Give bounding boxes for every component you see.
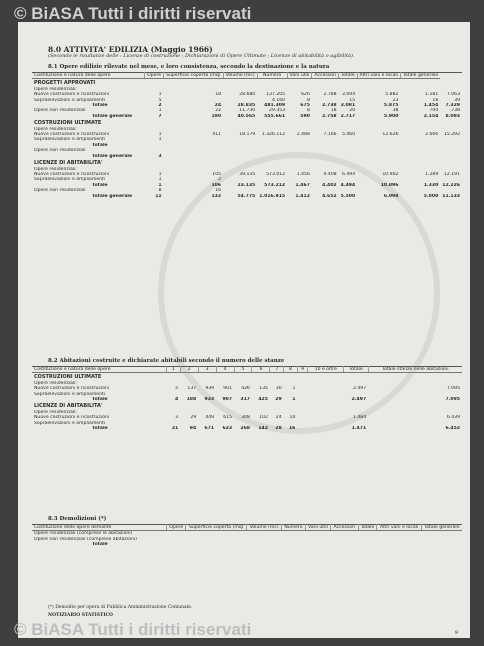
table-cell: 2.497: [351, 397, 367, 403]
table-cell: 623: [222, 426, 233, 432]
table-cell: 38: [392, 108, 399, 114]
table-cell: 10.896: [380, 182, 399, 188]
table-cell: 39: [454, 97, 460, 103]
table-cell: 30: [275, 386, 282, 392]
page-number: 9: [454, 630, 458, 636]
column-header: Totale: [344, 367, 369, 373]
table-cell: [305, 542, 330, 547]
table-cell: 1.456: [296, 171, 310, 177]
table-cell: 481.309: [264, 103, 286, 109]
row-label: Opere residenziali:: [34, 126, 77, 132]
column-header: Totale generale: [421, 525, 462, 531]
table-cell: 449: [205, 415, 215, 421]
table-cell: 1.326.112: [261, 132, 286, 138]
table-cell: 10: [289, 415, 296, 421]
row-label: Totale generale: [92, 153, 133, 159]
table-cell: 18: [330, 108, 337, 114]
table-cell: 1.484: [352, 415, 367, 421]
table-cell: 29: [190, 415, 197, 421]
group-name: COSTRUZIONI ULTIMATE: [34, 120, 102, 127]
table-cell: 573.012: [266, 171, 286, 177]
table-cell: 7.063: [446, 92, 460, 98]
table-cell: 15.292: [443, 132, 460, 138]
table-cell: 7.095: [445, 397, 460, 403]
table-cell: 29.353: [269, 108, 286, 114]
table-cell: 425: [258, 397, 268, 403]
column-header: 5: [234, 367, 252, 373]
table-opere-edilizie: [32, 72, 462, 199]
table-cell: 8: [158, 188, 162, 194]
table-cell: [358, 542, 377, 547]
table-cell: 28.680: [239, 92, 256, 98]
column-header: 2: [180, 367, 198, 373]
column-header: Totale stanze nelle abitazioni: [368, 367, 462, 373]
row-label: Opere residenziali:: [34, 380, 77, 386]
row-label: Sopraelevazioni e ampliamenti: [34, 137, 106, 143]
table-cell: 11.730: [239, 108, 256, 114]
column-header: Costituzione delle opere demolite: [32, 525, 167, 531]
row-label: Totale: [92, 182, 108, 188]
table-cell: 6.452: [445, 426, 460, 432]
column-header: 4: [216, 367, 234, 373]
table-cell: 24: [275, 415, 282, 421]
table-cell: 4.494: [340, 182, 356, 188]
table-cell: 2.738: [322, 103, 337, 109]
table-header-row: [32, 73, 462, 79]
column-header: 9: [297, 367, 307, 373]
section-2-title: 8.2 Abitazioni costruite e dichiarate abitabili secondo il numero delle stanze: [48, 358, 285, 364]
table-row: [32, 542, 462, 547]
row-label: Nuove costruzioni e ricostruzioni: [34, 171, 110, 177]
table-cell: 6.439: [446, 415, 460, 421]
column-header: Superficie coperta (mq): [164, 73, 223, 79]
group-name: COSTRUZIONI ULTIMATE: [34, 374, 102, 381]
table-cell: 23.135: [237, 182, 256, 188]
table-cell: 18.179: [239, 132, 256, 138]
table-cell: 106: [211, 182, 222, 188]
row-label: Sopraelevazioni e ampliamenti: [34, 177, 106, 183]
table-cell: 15: [349, 97, 356, 103]
column-header: Costituzione e natura delle opere: [32, 367, 167, 373]
column-header: Totale generale: [400, 73, 440, 79]
group-name: LICENZE DI ABITABILITA': [34, 160, 103, 167]
table-cell: 2.154: [423, 113, 439, 119]
row-label: Nuove costruzioni e ricostruzioni: [34, 386, 110, 392]
column-header: Vani utili: [287, 73, 312, 79]
table-cell: 5.500: [340, 193, 356, 199]
column-header: Altri vani e locali: [377, 525, 421, 531]
row-label: Nuove costruzioni e ricostruzioni: [34, 132, 110, 138]
table-cell: 5.882: [385, 92, 399, 98]
table-cell: [282, 542, 306, 547]
table-cell: 5.900: [383, 113, 399, 119]
row-label: Totale generale: [92, 113, 133, 119]
row-label: Sopraelevazioni e ampliamenti: [34, 391, 106, 397]
column-header: Totale: [358, 525, 377, 531]
row-label: Sopraelevazioni e ampliamenti: [34, 420, 106, 426]
document-page: [18, 22, 470, 638]
table-cell: 1: [158, 171, 162, 177]
table-cell: 7.166: [323, 132, 337, 138]
table-cell: [297, 426, 307, 431]
table-cell: [377, 542, 421, 547]
table-cell: 901: [223, 386, 233, 392]
table-cell: 18: [215, 92, 222, 98]
column-header: Altri vani e locali: [357, 73, 400, 79]
column-header: Volume (mc): [223, 73, 257, 79]
table-cell: 12.191: [443, 171, 460, 177]
table-cell: 1: [158, 182, 162, 188]
row-label: Opere residenziali:: [34, 409, 77, 415]
table-cell: 573.212: [264, 182, 286, 188]
table-cell: 4.402: [322, 182, 337, 188]
table-cell: 2.788: [323, 92, 337, 98]
table-cell: 188: [186, 397, 197, 403]
table-cell: 142: [258, 426, 268, 432]
table-cell: 8.093: [445, 113, 460, 119]
table-cell: 1: [158, 108, 162, 114]
table-cell: 675: [300, 103, 310, 109]
table-cell: 671: [204, 426, 215, 432]
column-header: 3: [198, 367, 216, 373]
table-cell: 24: [214, 103, 222, 109]
table-cell: 738: [451, 108, 460, 114]
row-label: Totale: [92, 542, 108, 548]
table-cell: [186, 542, 247, 547]
table-cell: 4.160: [271, 97, 286, 103]
table-cell: 2: [218, 177, 222, 183]
table-cell: 2.497: [352, 386, 367, 392]
table-cell: 1: [158, 177, 162, 183]
column-header: 1: [167, 367, 181, 373]
table-cell: 1.471: [351, 426, 367, 432]
table-cell: [331, 542, 358, 547]
table-cell: 16: [288, 426, 296, 432]
table-cell: [247, 542, 282, 547]
watermark-top: © BiASA Tutti i diritti riservati: [14, 4, 252, 23]
column-header: 10 e oltre: [308, 367, 344, 373]
table-cell: 1: [292, 386, 296, 392]
table-cell: 4: [175, 397, 179, 403]
row-label: Totale: [92, 103, 108, 109]
table-cell: 615: [223, 415, 233, 421]
row-label: Opere non residenziali: [34, 148, 86, 154]
table-cell: 317: [240, 397, 250, 403]
table-cell: 28: [275, 426, 282, 432]
column-header: Vani utili: [305, 525, 330, 531]
group-header-row: [32, 119, 462, 126]
table-cell: 6.494: [342, 171, 356, 177]
table-cell: 39.135: [239, 171, 256, 177]
table-cell: 590: [300, 113, 310, 119]
row-label: Opere non residenziali: [34, 108, 86, 114]
column-header: Opere: [167, 525, 186, 531]
table-cell: 933: [204, 397, 215, 403]
table-cell: 137: [187, 386, 197, 392]
column-header: Totale: [339, 73, 358, 79]
table-cell: 5: [158, 97, 162, 103]
table-row: [32, 183, 462, 188]
table-cell: 1.289: [425, 171, 439, 177]
table-cell: 16: [432, 97, 439, 103]
group-name: LICENZE DI ABITABILITA': [34, 403, 103, 410]
row-label: Nuove costruzioni e ricostruzioni: [34, 415, 110, 421]
column-header: 7: [270, 367, 284, 373]
table-cell: 308: [241, 415, 250, 421]
table-cell: 3.094: [342, 92, 356, 98]
table-cell: 426: [241, 386, 250, 392]
table-cell: 40.565: [237, 113, 256, 119]
table-cell: 700: [429, 108, 439, 114]
table-cell: 939: [205, 386, 215, 392]
page-title: 8.0 ATTIVITA' EDILIZIA (Maggio 1966): [48, 45, 213, 54]
table-cell: 22: [215, 108, 222, 114]
footer-label: NOTIZIARIO STATISTICO: [48, 613, 113, 618]
column-header: Superficie coperta (mq): [186, 525, 247, 531]
table-cell: 1: [292, 397, 296, 403]
table-cell: 5.875: [383, 103, 399, 109]
table-cell: 411: [212, 132, 222, 138]
table-cell: 105: [212, 171, 222, 177]
section-1-title: 8.1 Opere edilizie rilevate nel mese, e loro consistenza, secondo la destinazione e la natura: [48, 64, 330, 70]
table-cell: 7.329: [445, 103, 460, 109]
column-header: Opere: [145, 73, 164, 79]
table-cell: 2.758: [322, 113, 337, 119]
table-cell: 12.626: [382, 132, 399, 138]
table-cell: 1.467: [295, 182, 310, 188]
column-header: 6: [252, 367, 270, 373]
table-cell: 2.717: [340, 113, 356, 119]
row-label: Opere non residenziali (comprese abitazioni): [34, 536, 137, 542]
table-cell: 3: [158, 153, 162, 159]
table-cell: 3: [175, 415, 179, 421]
column-header: Accessori: [331, 525, 358, 531]
row-label: Nuove costruzioni e ricostruzioni: [34, 92, 110, 98]
table-cell: 11.133: [442, 193, 460, 199]
table-cell: 20: [349, 108, 356, 114]
table-cell: [308, 426, 344, 431]
table-cell: 137.205: [266, 92, 286, 98]
table-cell: 1.181: [425, 92, 439, 98]
column-header: Numero: [282, 525, 306, 531]
row-label: Sopraelevazioni e ampliamenti: [34, 97, 106, 103]
table-demolizioni: [32, 524, 462, 548]
table-cell: 8: [306, 97, 310, 103]
group-header-row: [32, 402, 462, 409]
row-label: Totale: [92, 397, 108, 403]
footnote: (*) Demolite per opera di Pubblica Amministrazione Comunale.: [48, 605, 193, 610]
page-subtitle: (Secondo le risultanze delle : Licenze di costruzione ; Dichiarazioni di Opere Ultimate ; Licenze di abitabilità o agibilità).: [48, 53, 355, 59]
column-header: Numero: [257, 73, 287, 79]
table-cell: 5.000: [423, 193, 439, 199]
table-cell: 6.098: [383, 193, 399, 199]
table-cell: 1.454: [423, 103, 439, 109]
table-cell: 3.081: [340, 103, 356, 109]
table-cell: 2: [158, 103, 162, 109]
table-cell: 10.902: [382, 171, 399, 177]
row-label: Opere residenziali (comprese le abitazioni): [34, 531, 133, 537]
table-cell: 94: [189, 426, 197, 432]
table-cell: 5.460: [342, 132, 356, 138]
table-cell: 4.408: [323, 171, 337, 177]
group-header-row: [32, 373, 462, 381]
table-row: [32, 194, 462, 199]
table-cell: 1.412: [295, 193, 310, 199]
table-cell: 1: [158, 132, 162, 138]
column-header: 8: [284, 367, 298, 373]
row-label: Opere non residenziali: [34, 188, 86, 194]
row-label: Opere residenziali:: [34, 86, 77, 92]
table-cell: 11: [155, 193, 162, 199]
table-cell: 5: [175, 386, 179, 392]
table-cell: 626: [301, 92, 310, 98]
group-header-row: [32, 79, 462, 87]
table-cell: 7.095: [446, 386, 460, 392]
table-row: [32, 92, 462, 97]
row-label: Totale: [92, 426, 108, 432]
row-label: Totale generale: [92, 193, 133, 199]
table-cell: 1.330: [423, 182, 439, 188]
section-3-title: 8.3 Demolizioni (*): [48, 516, 107, 522]
row-label: Opere residenziali:: [34, 166, 77, 172]
table-cell: [167, 542, 186, 547]
table-cell: 12.226: [442, 182, 460, 188]
table-cell: 268: [240, 426, 250, 432]
table-cell: 190: [211, 113, 222, 119]
table-cell: 555.661: [264, 113, 286, 119]
table-cell: 4.652: [322, 193, 337, 199]
table-cell: 132: [211, 193, 222, 199]
table-cell: 1: [158, 92, 162, 98]
column-header: Volume (mc): [247, 525, 282, 531]
table-row: [32, 426, 462, 431]
row-label: Totale: [92, 142, 108, 148]
table-cell: 23: [392, 97, 399, 103]
watermark-bottom: © BiASA Tutti i diritti riservati: [14, 620, 252, 639]
column-header: Accessori: [312, 73, 339, 79]
table-cell: 7: [158, 113, 162, 119]
table-cell: 135: [259, 386, 268, 392]
table-cell: 1.016.915: [259, 193, 286, 199]
table-abitazioni-stanze: [32, 366, 462, 431]
table-cell: 2.488: [296, 132, 310, 138]
table-cell: 1: [158, 137, 162, 143]
table-cell: 8: [306, 108, 310, 114]
table-cell: 2.666: [425, 132, 439, 138]
table-cell: 28.835: [237, 103, 256, 109]
table-cell: [421, 542, 462, 547]
table-cell: 16: [215, 188, 222, 194]
table-row: [32, 114, 462, 119]
table-cell: 907: [222, 397, 233, 403]
table-cell: 54.775: [237, 193, 256, 199]
group-name: PROGETTI APPROVATI: [34, 80, 96, 87]
table-cell: 102: [259, 415, 268, 421]
column-header: Costituzione e natura delle opere: [32, 73, 145, 79]
table-cell: 29: [275, 397, 282, 403]
table-cell: 21: [171, 426, 179, 432]
group-header-row: [32, 159, 462, 166]
